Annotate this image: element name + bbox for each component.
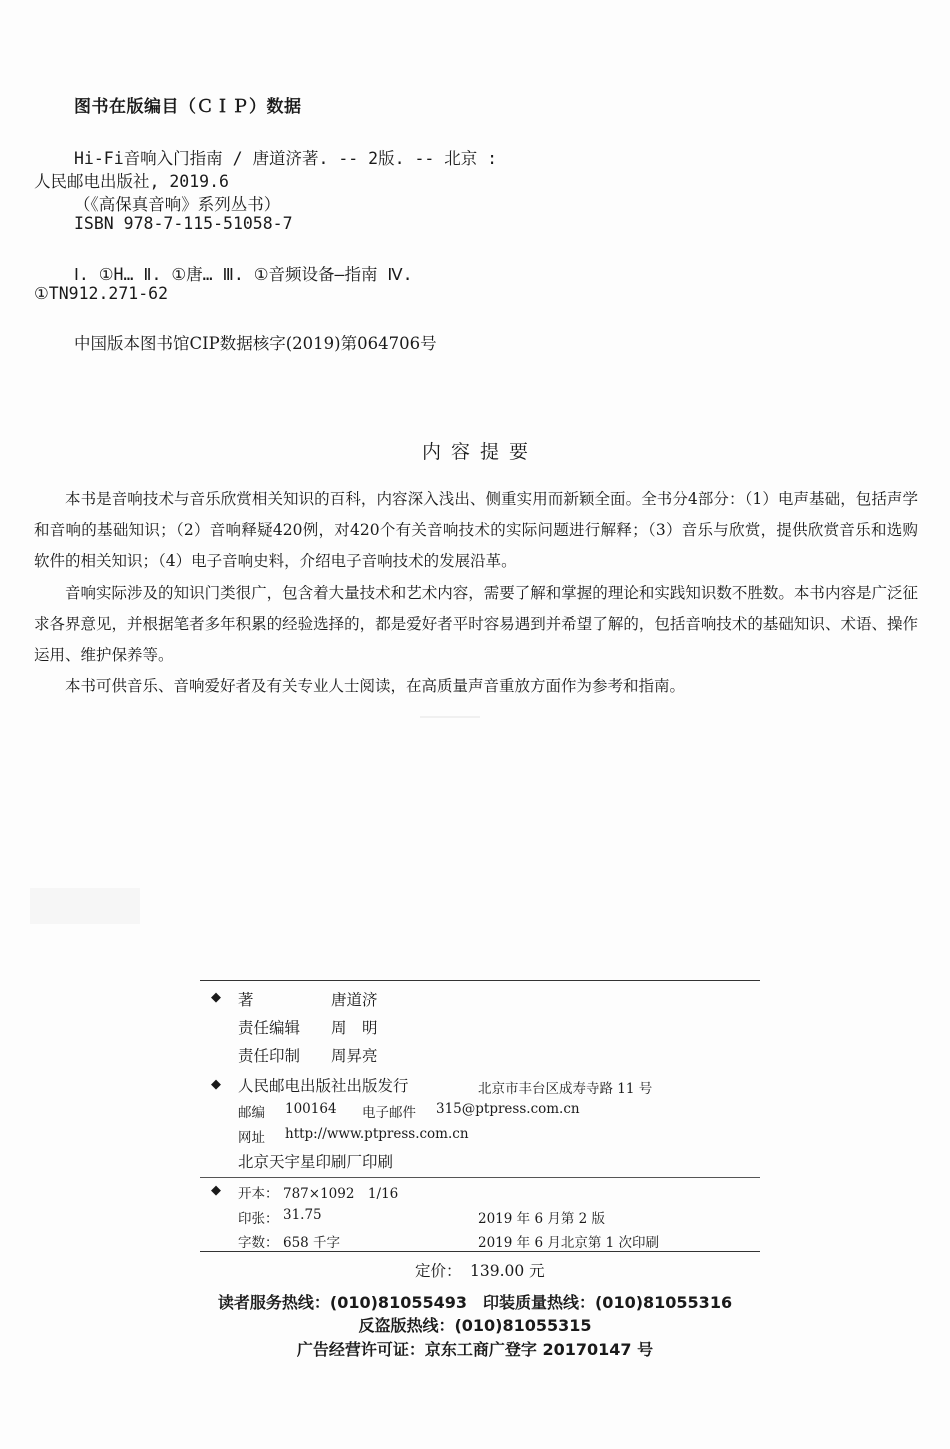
cip-heading: 图书在版编目（ＣＩＰ）数据	[74, 97, 302, 117]
anti-piracy-hotline: 反盗版热线：(010)81055315	[358, 1316, 592, 1335]
author-label: 著	[238, 991, 254, 1009]
format-label: 开本：	[238, 1186, 279, 1202]
printing-supervisor-name: 周昇亮	[331, 1047, 378, 1065]
cip-isbn-line: ISBN 978-7-115-51058-7	[74, 214, 293, 233]
price-label: 定价：	[415, 1262, 462, 1280]
cip-classification-code: ①TN912.271-62	[34, 284, 168, 303]
words-label: 字数：	[238, 1235, 279, 1251]
postcode-value: 100164	[285, 1101, 337, 1117]
author-name: 唐道济	[331, 991, 378, 1009]
postcode-label: 邮编	[238, 1105, 265, 1121]
price-value: 139.00 元	[470, 1262, 545, 1280]
sheets-value: 31.75	[283, 1207, 322, 1223]
printing-supervisor-label: 责任印制	[238, 1047, 301, 1065]
words-value: 658 千字	[283, 1235, 341, 1251]
scan-smudge	[30, 888, 140, 924]
print-run-info: 2019 年 6 月北京第 1 次印刷	[478, 1235, 659, 1251]
website-value: http://www.ptpress.com.cn	[285, 1126, 469, 1142]
cip-title-line: Hi-Fi音响入门指南 / 唐道济著. -- 2版. -- 北京 :	[74, 149, 498, 168]
printer-name: 北京天宇星印刷厂印刷	[238, 1153, 394, 1171]
email-label: 电子邮件	[362, 1105, 416, 1121]
scan-smudge	[420, 716, 480, 718]
colophon-bottom-rule	[200, 1251, 760, 1252]
bullet-diamond: ◆	[211, 1183, 221, 1198]
publisher-name: 人民邮电出版社出版发行	[238, 1077, 409, 1095]
reader-service-hotline: 读者服务热线：(010)81055493 印装质量热线：(010)81055316	[217, 1293, 733, 1312]
cip-series-line: （《高保真音响》系列丛书）	[74, 195, 281, 214]
colophon-mid-rule	[200, 1177, 760, 1178]
summary-body	[34, 484, 918, 702]
editor-name: 周 明	[331, 1019, 378, 1037]
format-value: 787×1092 1/16	[283, 1186, 399, 1202]
summary-heading: 内容提要	[421, 441, 538, 463]
email-value: 315@ptpress.com.cn	[436, 1101, 580, 1117]
bullet-diamond: ◆	[211, 1077, 221, 1092]
sheets-label: 印张：	[238, 1211, 279, 1227]
bullet-diamond: ◆	[211, 990, 221, 1005]
cip-record-number: 中国版本图书馆CIP数据核字(2019)第064706号	[74, 334, 437, 353]
ad-license: 广告经营许可证：京东工商广登字 20170147 号	[296, 1340, 654, 1359]
edition-info: 2019 年 6 月第 2 版	[478, 1211, 605, 1227]
editor-label: 责任编辑	[238, 1019, 301, 1037]
colophon-top-rule	[200, 980, 760, 981]
summary-paragraph: 本书是音响技术与音乐欣赏相关知识的百科，内容深入浅出、侧重实用而新颖全面。全书分4部分：（1）电声基础，包括声学和音响的基础知识；（2）音响释疑420例，对420个有关音响技术的实际问题进行解释；（3）音乐与欣赏，提供欣赏音乐和选购软件的相关知识；（4）电子音响史料，介绍电子音响技术的发展沿革。	[34, 490, 918, 571]
publisher-address: 北京市丰台区成寿寺路 11 号	[478, 1081, 653, 1097]
summary-paragraph: 音响实际涉及的知识门类很广，包含着大量技术和艺术内容，需要了解和掌握的理论和实践知识数不胜数。本书内容是广泛征求各界意见，并根据笔者多年积累的经验选择的，都是爱好者平时容易遇到并希望了解的，包括音响技术的基础知识、术语、操作运用、维护保养等。	[34, 583, 918, 665]
website-label: 网址	[238, 1130, 265, 1146]
cip-classification-line: Ⅰ. ①H… Ⅱ. ①唐… Ⅲ. ①音频设备—指南 Ⅳ.	[74, 265, 413, 284]
summary-paragraph: 本书可供音乐、音响爱好者及有关专业人士阅读，在高质量声音重放方面作为参考和指南。	[65, 677, 686, 696]
cip-publisher-line: 人民邮电出版社, 2019.6	[34, 172, 229, 191]
